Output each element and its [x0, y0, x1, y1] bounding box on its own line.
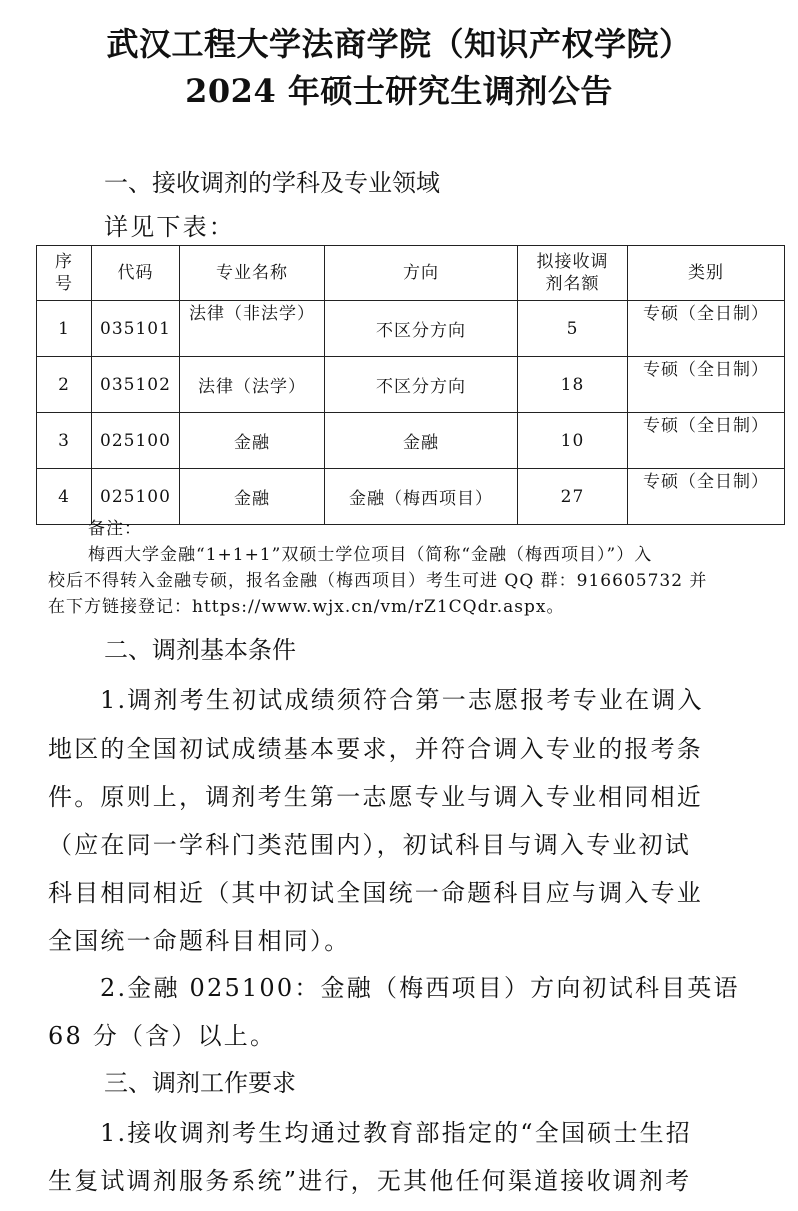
section2-line: 科目相同相近（其中初试全国统一命题科目应与调入专业 [48, 879, 703, 907]
section1-heading: 一、接收调剂的学科及专业领域 [104, 169, 440, 197]
cell-quota: 5 [518, 301, 628, 357]
cell-major: 法律（法学） [180, 357, 325, 413]
cell-seq: 3 [37, 413, 92, 469]
cell-quota: 10 [518, 413, 628, 469]
note-line3: 在下方链接登记：https://www.wjx.cn/vm/rZ1CQdr.aspx。 [48, 597, 565, 617]
program-table [36, 245, 785, 525]
cell-seq: 1 [37, 301, 92, 357]
section2-line: 68 分（含）以上。 [48, 1022, 277, 1050]
cell-direction: 不区分方向 [325, 301, 518, 357]
header-seq: 序 号 [37, 246, 92, 301]
note-line1: 梅西大学金融“1+1+1”双硕士学位项目（简称“金融（梅西项目）”）入 [88, 545, 653, 565]
cell-major: 法律（非法学） [180, 301, 325, 357]
cell-category: 专硕（全日制） [628, 301, 785, 357]
section2-line: 2.金融 025100：金融（梅西项目）方向初试科目英语 [100, 974, 740, 1002]
cell-category: 专硕（全日制） [628, 413, 785, 469]
cell-quota: 18 [518, 357, 628, 413]
cell-code: 035102 [92, 357, 180, 413]
cell-category: 专硕（全日制） [628, 469, 785, 525]
cell-seq: 2 [37, 357, 92, 413]
note-label: 备注： [88, 519, 142, 539]
cell-direction: 不区分方向 [325, 357, 518, 413]
table-header-row [37, 246, 785, 301]
section3-heading: 三、调剂工作要求 [104, 1069, 296, 1097]
table-row [37, 301, 785, 357]
cell-code: 025100 [92, 413, 180, 469]
cell-code: 035101 [92, 301, 180, 357]
header-code: 代码 [92, 246, 180, 301]
table-row [37, 469, 785, 525]
cell-quota: 27 [518, 469, 628, 525]
section2-heading: 二、调剂基本条件 [104, 636, 296, 664]
section3-line: 1.接收调剂考生均通过教育部指定的“全国硕士生招 [100, 1119, 692, 1147]
header-major: 专业名称 [180, 246, 325, 301]
cell-code: 025100 [92, 469, 180, 525]
cell-major: 金融 [180, 413, 325, 469]
table-row [37, 357, 785, 413]
section3-line: 生复试调剂服务系统”进行，无其他任何渠道接收调剂考 [48, 1167, 692, 1195]
cell-seq: 4 [37, 469, 92, 525]
table-row [37, 413, 785, 469]
cell-direction: 金融 [325, 413, 518, 469]
section1-intro: 详见下表： [104, 213, 235, 241]
section2-line: 地区的全国初试成绩基本要求，并符合调入专业的报考条 [48, 735, 703, 763]
section2-line: 1.调剂考生初试成绩须符合第一志愿报考专业在调入 [100, 686, 704, 714]
cell-category: 专硕（全日制） [628, 357, 785, 413]
cell-major: 金融 [180, 469, 325, 525]
header-direction: 方向 [325, 246, 518, 301]
section2-line: 件。原则上，调剂考生第一志愿专业与调入专业相同相近 [48, 783, 703, 811]
page-title-line1: 武汉工程大学法商学院（知识产权学院） [106, 25, 692, 63]
page-title-line2: 2024 年硕士研究生调剂公告 [185, 72, 613, 110]
header-category: 类别 [628, 246, 785, 301]
section2-line: 全国统一命题科目相同）。 [48, 927, 351, 955]
header-quota: 拟接收调 剂名额 [518, 246, 628, 301]
section2-line: （应在同一学科门类范围内），初试科目与调入专业初试 [48, 831, 691, 859]
note-line2: 校后不得转入金融专硕，报名金融（梅西项目）考生可进 QQ 群：916605732 并 [48, 571, 708, 591]
cell-direction: 金融（梅西项目） [325, 469, 518, 525]
